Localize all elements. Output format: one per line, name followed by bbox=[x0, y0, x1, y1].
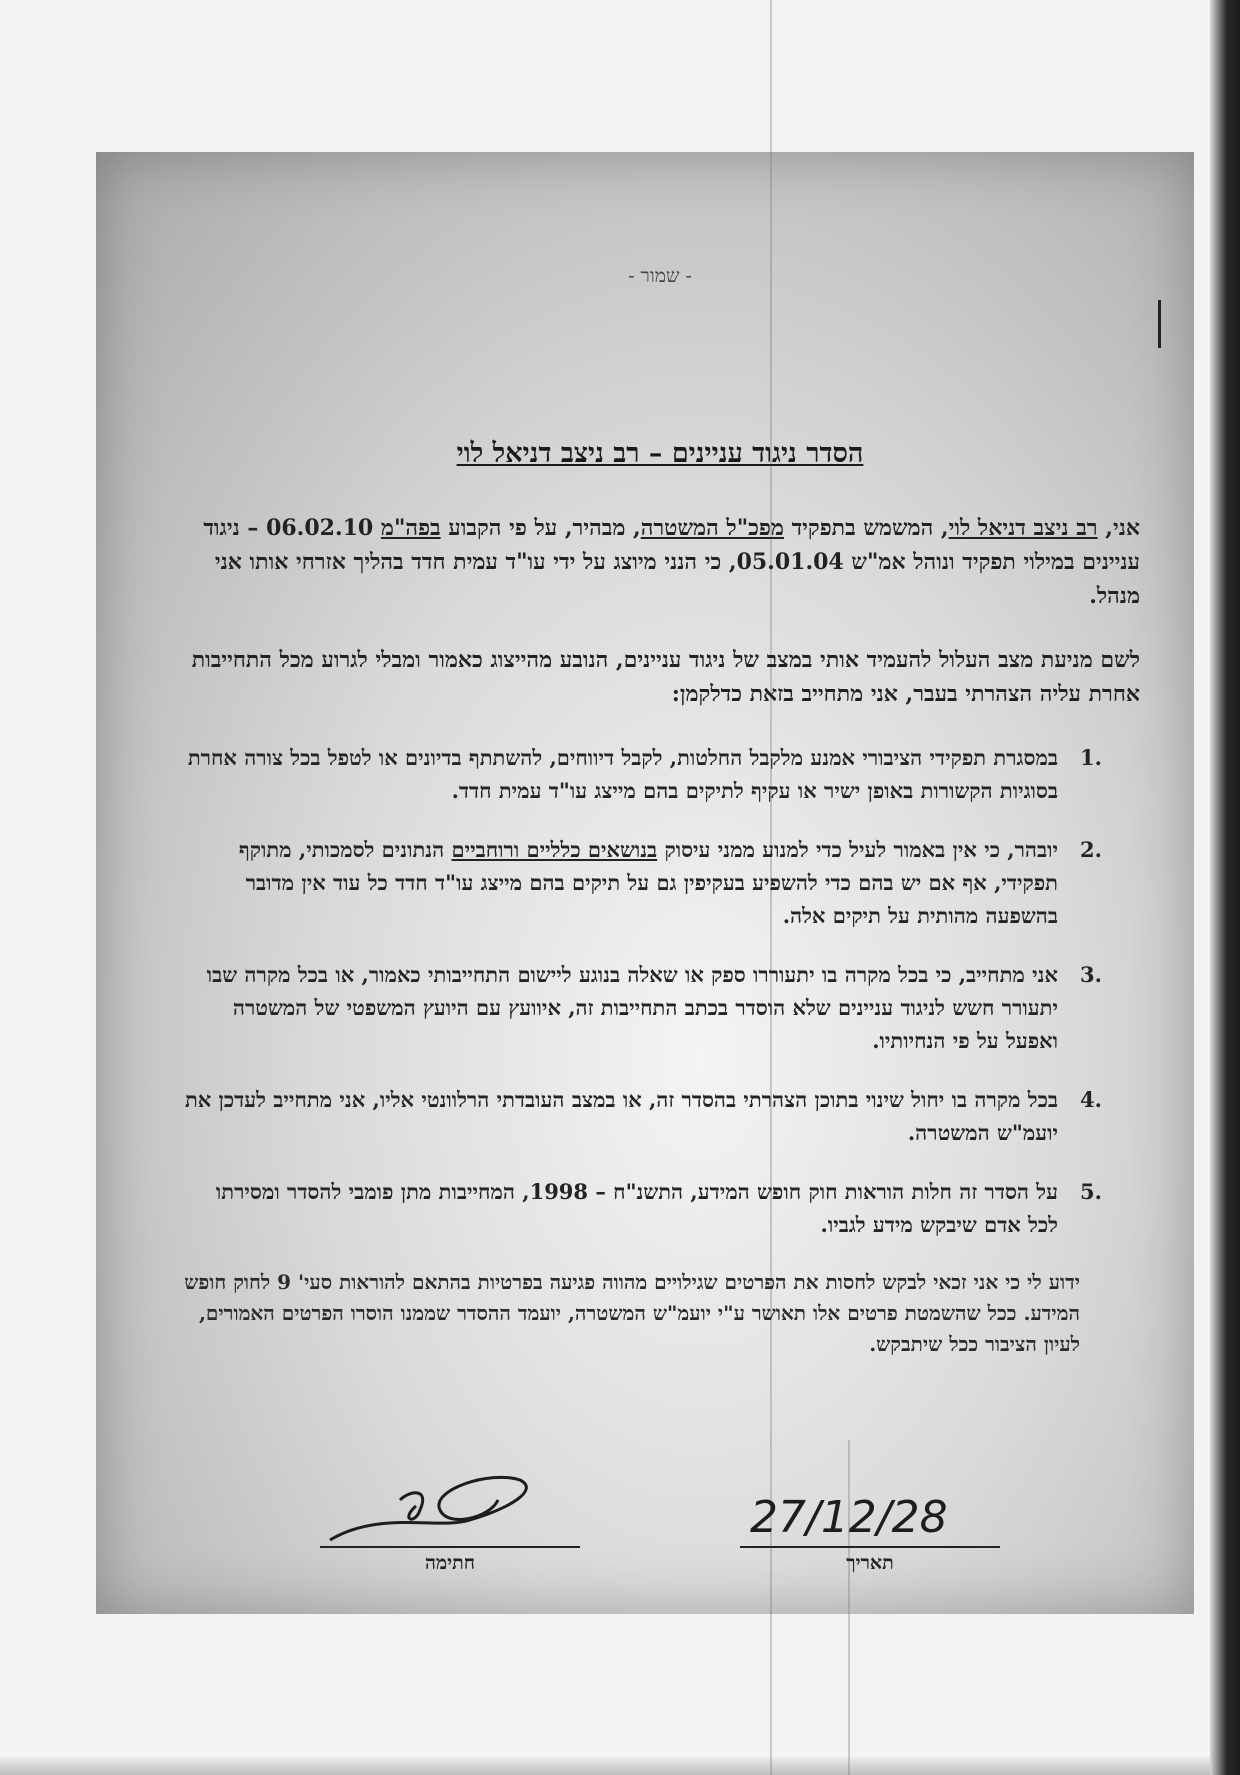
date-block bbox=[740, 1480, 1000, 1590]
handwritten-date bbox=[740, 1470, 1000, 1550]
signature-label: חתימה bbox=[424, 1552, 475, 1574]
intro-part3: , מבהיר, על פי הקבוע bbox=[440, 515, 641, 541]
date-line bbox=[740, 1546, 1000, 1548]
item-text: על הסדר זה חלות הוראות חוק חופש המידע, התשנ"ח – 1998, המחייבות מתן פומבי להסדר ומסירתו לכל אדם שיבקש מידע לגביו. bbox=[215, 1179, 1058, 1237]
item-number: 1. bbox=[1080, 745, 1102, 770]
item-text: בכל מקרה בו יחול שינוי בתוכן הצהרתי בהסדר זה, או במצב העובדתי הרלוונטי אליו, אני מתחייב לעדכן את יועמ"ש המשטרה. bbox=[184, 1087, 1058, 1145]
officer-name: רב ניצב דניאל לוי bbox=[948, 515, 1098, 541]
privacy-note: ידוע לי כי אני זכאי לבקש לחסות את הפרטים שגילויים מהווה פגיעה בפרטיות בהתאם להוראות סעי' 9 לחוק חופש המידע. ככל שהשמטת פרטים אלו תאושר ע"י יועמ"ש המשטרה, יועמד ההסדר שממנו הוסרו הפרטים האמורים, לעיון הציבור ככל שיתבקש. bbox=[184, 1270, 1080, 1356]
intro-part1: אני, bbox=[1097, 515, 1140, 541]
item-number: 4. bbox=[1080, 1087, 1102, 1112]
signature-block bbox=[320, 1480, 580, 1590]
commitments-list bbox=[180, 741, 1120, 1241]
handwritten-date-text: 27/12/28 bbox=[750, 1492, 948, 1543]
item-number: 3. bbox=[1080, 962, 1102, 987]
list-item bbox=[180, 833, 1120, 932]
item-text: במסגרת תפקידי הציבורי אמנע מלקבל החלטות, לקבל דיווחים, להשתתף בדיונים או לטפל בכל צורה אחרת בסוגיות הקשורות באופן ישיר או עקיף לתיקים בהם מייצג עו"ד עמית חדד. bbox=[187, 745, 1058, 803]
item-number: 2. bbox=[1080, 837, 1102, 862]
list-item bbox=[180, 741, 1120, 807]
handwritten-signature bbox=[320, 1470, 580, 1550]
officer-role: מפכ"ל המשטרה bbox=[640, 515, 784, 541]
document-body bbox=[180, 265, 1140, 1360]
margin-mark bbox=[1158, 300, 1161, 348]
item-number: 5. bbox=[1080, 1179, 1102, 1204]
scan-right-edge bbox=[1210, 0, 1240, 1775]
classification-label: - שמור - bbox=[628, 265, 692, 287]
item-text-post: הנתונים לסמכותי, מתוקף תפקידי, אף אם יש בהם כדי להשפיע בעקיפין גם על תיקים בהם מייצג עו"ד חדד כל עוד אין מדובר בהשפעה מהותית על תיקים אלה. bbox=[238, 837, 1058, 928]
list-item bbox=[180, 1175, 1120, 1241]
item-text bbox=[180, 833, 1080, 932]
document-title: הסדר ניגוד עניינים – רב ניצב דניאל לוי bbox=[456, 438, 864, 469]
intro-part4: 06.02.10 – ניגוד עניינים במילוי תפקיד ונוהל אמ"ש 05.01.04, כי הנני מיוצג על ידי עו"ד עמית חדד בהליך אזרחי אותו אני מנהל. bbox=[203, 515, 1140, 609]
purpose-paragraph: לשם מניעת מצב העלול להעמיד אותי במצב של ניגוד עניינים, הנובע מהייצוג כאמור ומבלי לגרוע מכל התחייבות אחרת עליה הצהרתי בעבר, אני מתחייב בזאת כדלקמן: bbox=[191, 647, 1140, 707]
intro-paragraph bbox=[180, 511, 1140, 613]
list-item bbox=[180, 958, 1120, 1057]
date-label: תאריך bbox=[846, 1552, 894, 1574]
item-text-underlined: בנושאים כלליים ורוחביים bbox=[451, 837, 658, 862]
signature-area bbox=[320, 1480, 1180, 1590]
item-text-pre: יובהר, כי אין באמור לעיל כדי למנוע ממני עיסוק bbox=[657, 837, 1058, 862]
directive-reference: בפה"מ bbox=[380, 515, 441, 541]
intro-part2: , המשמש בתפקיד bbox=[783, 515, 949, 541]
signature-line bbox=[320, 1546, 580, 1548]
item-text: אני מתחייב, כי בכל מקרה בו יתעוררו ספק או שאלה בנוגע ליישום התחייבותי כאמור, או בכל מקרה שבו יתעורר חשש לניגוד עניינים שלא הוסדר בכתב התחייבות זה, איוועץ עם היועץ המשפטי של המשטרה ואפעל על פי הנחיותיו. bbox=[206, 962, 1058, 1053]
scan-bottom-edge bbox=[0, 1757, 1240, 1775]
list-item bbox=[180, 1083, 1120, 1149]
